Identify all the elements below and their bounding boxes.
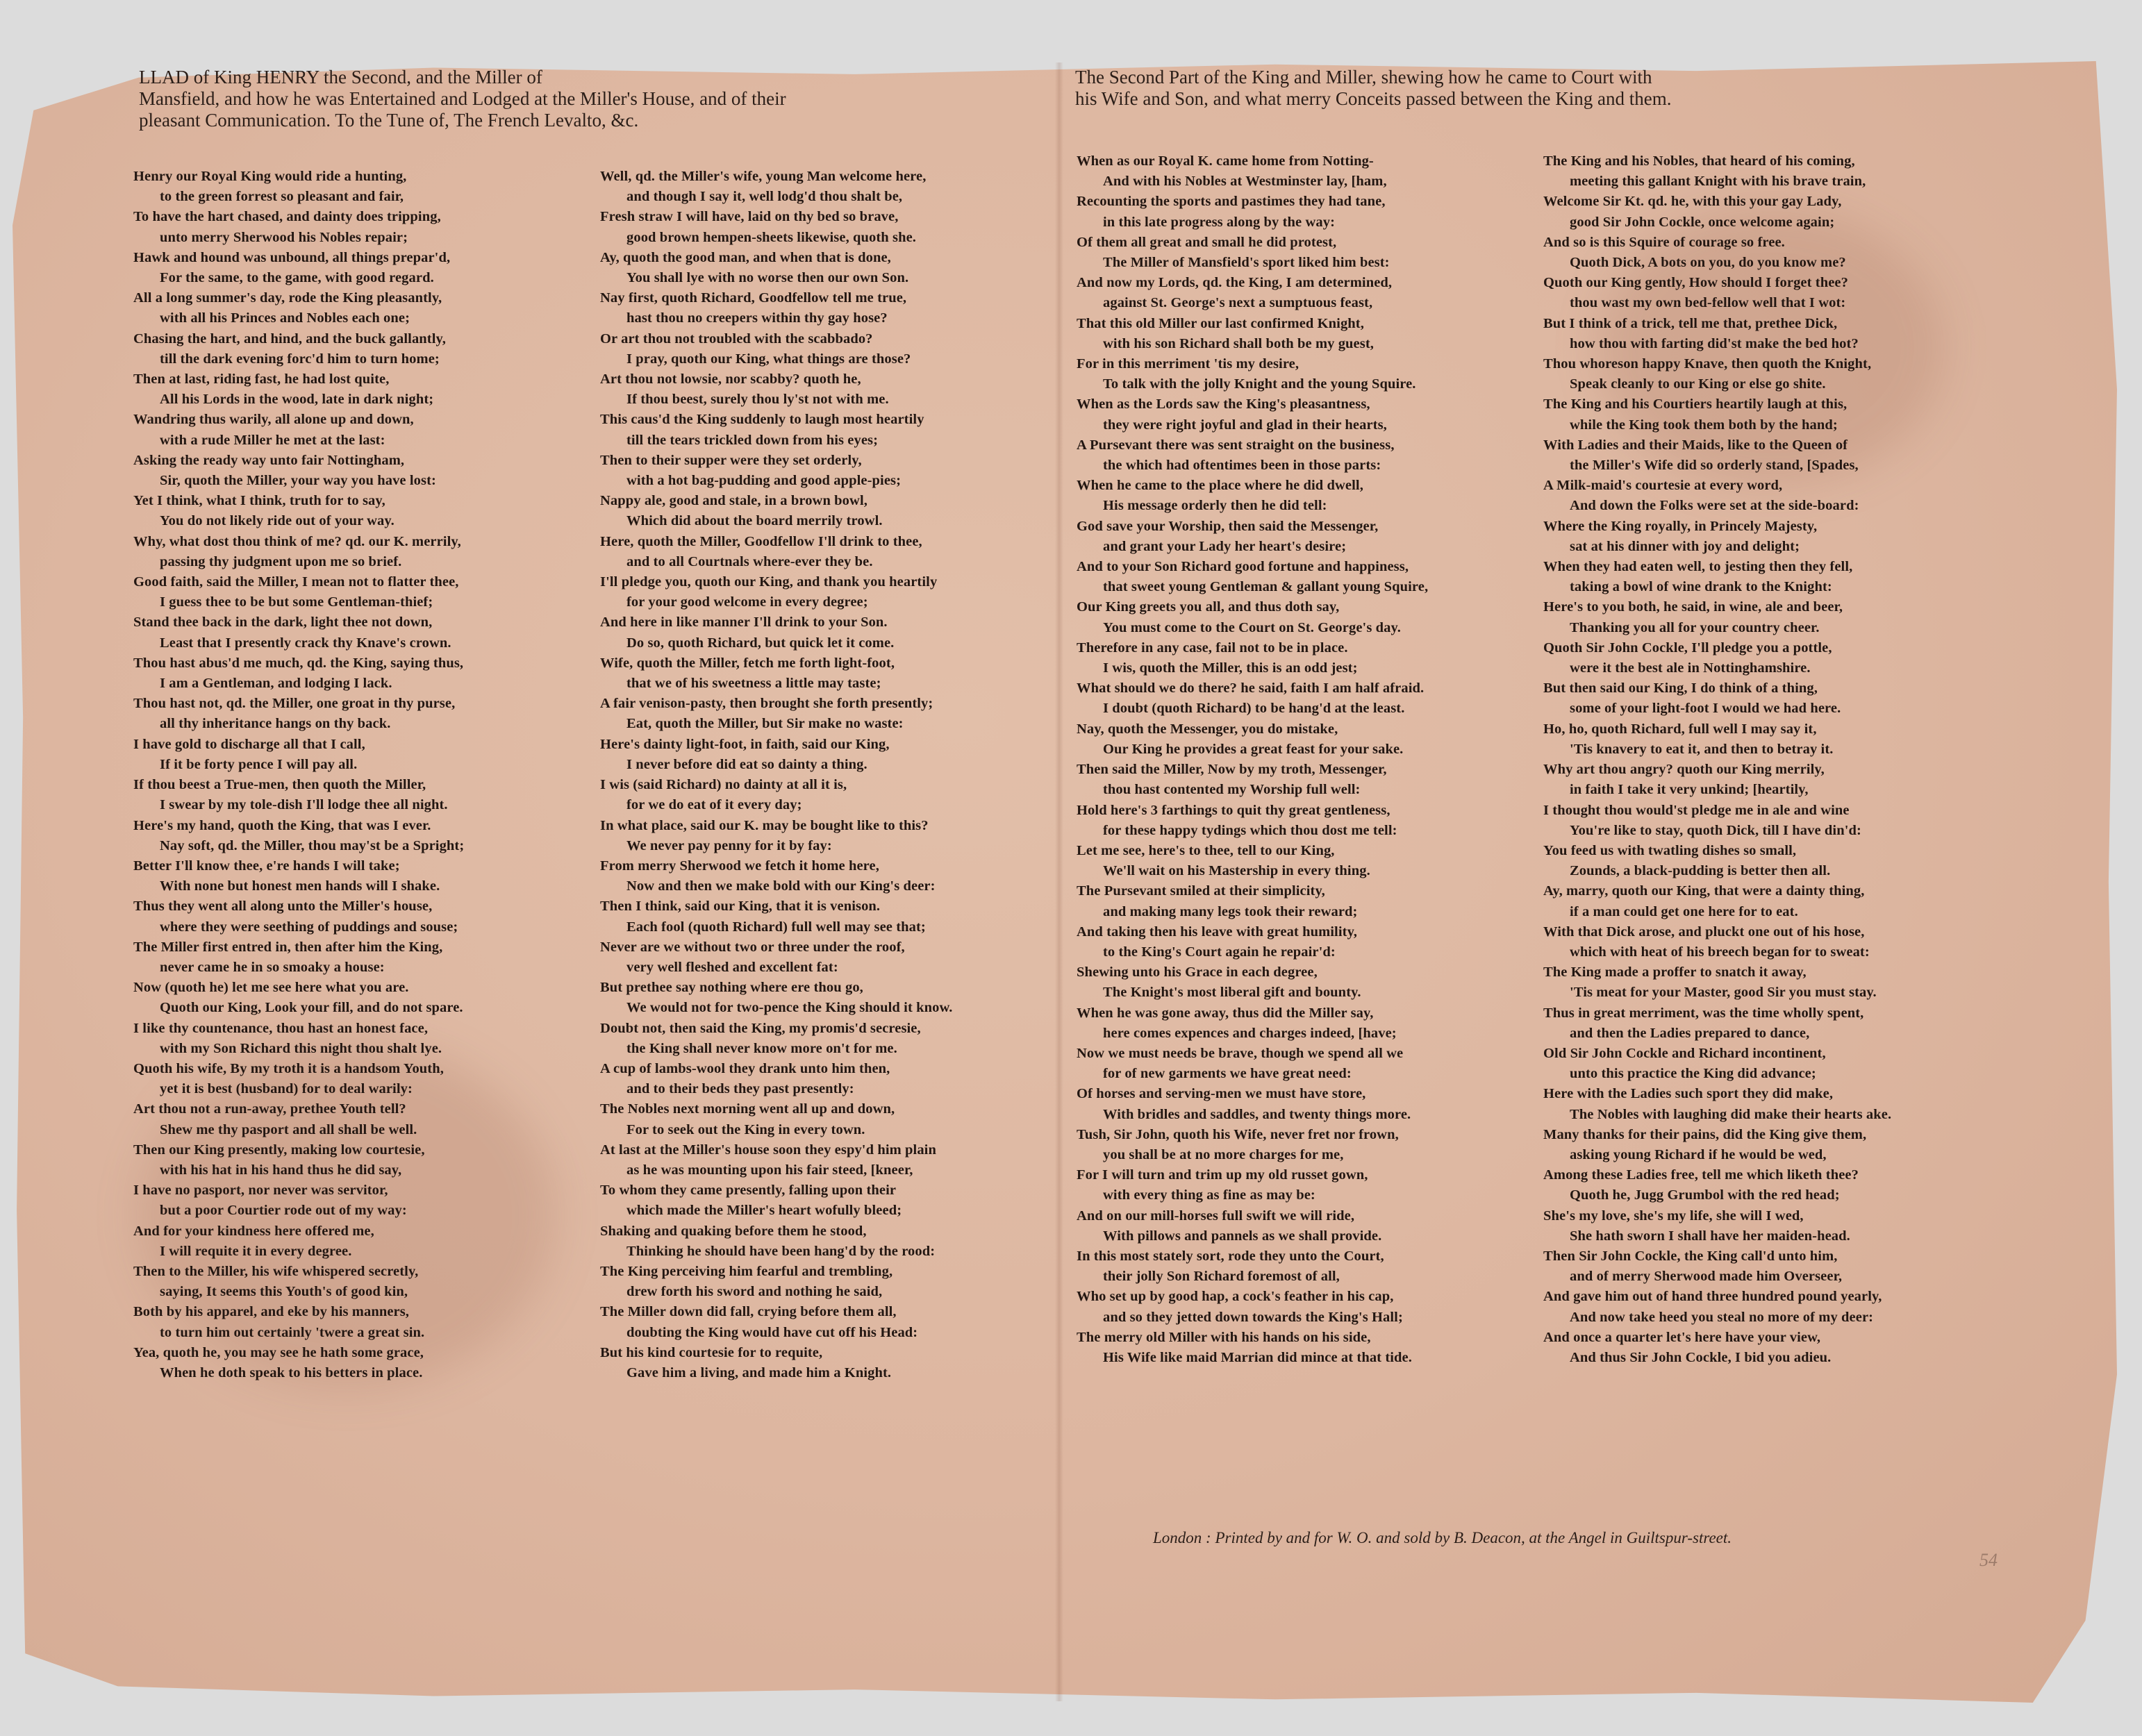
verse-line: When he was gone away, thus did the Miller say, (1077, 1005, 1374, 1021)
verse-line: Let me see, here's to thee, tell to our King, (1077, 842, 1335, 858)
verse-line: You shall lye with no worse then our own Son. (626, 270, 909, 286)
verse-line: with every thing as fine as may be: (1103, 1187, 1315, 1203)
page-number: 54 (1979, 1550, 1998, 1570)
title-line: The Second Part of the King and Miller, shewing how he came to Court with (1075, 67, 1652, 87)
verse-line: as he was mounting upon his fair steed, [kneer, (626, 1162, 913, 1178)
verse-line: The Miller of Mansfield's sport liked him best: (1103, 255, 1390, 271)
verse-line: Here with the Ladies such sport they did make, (1543, 1086, 1834, 1102)
verse-line: The King made a proffer to snatch it away, (1543, 965, 1807, 980)
verse-line: Then said the Miller, Now by my troth, Messenger, (1077, 762, 1387, 778)
verse-line: and to all Courtnals where-ever they be. (626, 553, 873, 569)
verse-line: If it be forty pence I will pay all. (160, 756, 358, 772)
verse-line: I thought thou would'st pledge me in ale and wine (1543, 802, 1850, 818)
verse-line: To whom they came presently, falling upon their (600, 1183, 897, 1199)
verse-line: for these happy tydings which thou dost me tell: (1103, 822, 1397, 838)
verse-line: And down the Folks were set at the side-board: (1570, 498, 1859, 514)
verse-line: Do so, quoth Richard, but quick let it come. (626, 635, 895, 651)
verse-line: For the same, to the game, with good regard. (160, 270, 434, 286)
verse-line: Tush, Sir John, quoth his Wife, never fret nor frown, (1077, 1126, 1399, 1142)
verse-line: Hawk and hound was unbound, all things prepar'd, (133, 249, 451, 265)
verse-line: they were right joyful and glad in their hearts, (1103, 417, 1387, 433)
verse-line: if a man could get one here for to eat. (1570, 903, 1798, 919)
verse-line: When he came to the place where he did dwell, (1077, 478, 1363, 494)
verse-line: In this most stately sort, rode they unto the Court, (1077, 1248, 1384, 1264)
verse-line: The Knight's most liberal gift and bounty. (1103, 985, 1361, 1001)
verse-line: you shall be at no more charges for me, (1103, 1146, 1344, 1162)
verse-line: Many thanks for their pains, did the King give them, (1543, 1126, 1867, 1142)
verse-line: And thus Sir John Cockle, I bid you adieu. (1570, 1349, 1832, 1365)
verse-line: Thou whoreson happy Knave, then quoth the Knight, (1543, 356, 1872, 372)
verse-line: And now my Lords, qd. the King, I am determined, (1077, 275, 1393, 291)
verse-line: In what place, said our K. may be bought like to this? (600, 817, 929, 833)
title-line: Mansfield, and how he was Entertained and Lodged at the Miller's House, and of their (139, 88, 786, 109)
verse-line: Shaking and quaking before them he stood, (600, 1223, 867, 1239)
verse-line: to turn him out certainly 'twere a great sin. (160, 1324, 425, 1340)
verse-line: meeting this gallant Knight with his brave train, (1570, 174, 1866, 190)
verse-line: Well, qd. the Miller's wife, young Man welcome here, (600, 169, 927, 184)
verse-line: saying, It seems this Youth's of good kin, (160, 1284, 408, 1300)
right-title (1075, 67, 1671, 110)
verse-line: while the King took them both by the hand; (1570, 417, 1838, 433)
verse-line: till the tears trickled down from his eyes; (626, 432, 879, 448)
verse-line: Now we must needs be brave, though we spend all we (1077, 1045, 1404, 1061)
verse-line: and so they jetted down towards the King's Hall; (1103, 1309, 1403, 1325)
verse-line: Why art thou angry? quoth our King merrily, (1543, 762, 1825, 778)
verse-line: Here's my hand, quoth the King, that was I ever. (133, 817, 431, 833)
verse-line: Then at last, riding fast, he had lost quite, (133, 372, 390, 387)
verse-line: Welcome Sir Kt. qd. he, with this your gay Lady, (1543, 194, 1842, 210)
verse-line: asking young Richard if he would be wed, (1570, 1146, 1827, 1162)
verse-line: passing thy judgment upon me so brief. (160, 553, 402, 569)
verse-line: good Sir John Cockle, once welcome again; (1570, 214, 1835, 230)
verse-line: She's my love, she's my life, she will I wed, (1543, 1208, 1804, 1224)
verse-line: Nay first, quoth Richard, Goodfellow tell me true, (600, 290, 907, 306)
verse-line: Art thou not a run-away, prethee Youth tell? (133, 1101, 406, 1117)
verse-line: And here in like manner I'll drink to your Son. (600, 615, 888, 631)
verse-line: Who set up by good hap, a cock's feather in his cap, (1077, 1289, 1394, 1305)
title-line: his Wife and Son, and what merry Conceits passed between the King and them. (1075, 88, 1672, 109)
verse-line: Then our King presently, making low courtesie, (133, 1142, 425, 1158)
verse-line: That this old Miller our last confirmed Knight, (1077, 315, 1364, 331)
verse-line: Quoth our King, Look your fill, and do not spare. (160, 1000, 463, 1016)
verse-line: All a long summer's day, rode the King pleasantly, (133, 290, 442, 306)
verse-line: Thus they went all along unto the Miller's house, (133, 899, 433, 915)
verse-line: This caus'd the King suddenly to laugh most heartily (600, 412, 924, 428)
verse-line: Then Sir John Cockle, the King call'd unto him, (1543, 1248, 1838, 1264)
verse-line: Least that I presently crack thy Knave's crown. (160, 635, 451, 651)
verse-line: I never before did eat so dainty a thing. (626, 756, 867, 772)
verse-line: with a hot bag-pudding and good apple-pies; (626, 473, 902, 489)
verse-line: I wis (said Richard) no dainty at all it is, (600, 777, 847, 793)
verse-line: I pray, quoth our King, what things are those? (626, 351, 911, 367)
verse-line: till the dark evening forc'd him to turn home; (160, 351, 440, 367)
verse-line: The King and his Courtiers heartily laugh at this, (1543, 397, 1848, 412)
verse-line: Where the King royally, in Princely Majesty, (1543, 518, 1818, 534)
verse-line: thou wast my own bed-fellow well that I wot: (1570, 295, 1846, 311)
verse-line: I like thy countenance, thou hast an honest face, (133, 1020, 429, 1036)
verse-line: and to their beds they past presently: (626, 1081, 854, 1097)
verse-line: 'Tis meat for your Master, good Sir you must stay. (1570, 985, 1877, 1001)
verse-line: And for your kindness here offered me, (133, 1223, 374, 1239)
verse-line: Among these Ladies free, tell me which liketh thee? (1543, 1167, 1859, 1183)
verse-line: Here's to you both, he said, in wine, ale and beer, (1543, 599, 1843, 615)
verse-line: Both by his apparel, and eke by his manners, (133, 1304, 410, 1320)
verse-line: Sir, quoth the Miller, your way you have lost: (160, 473, 436, 489)
verse-line: sat at his dinner with joy and delight; (1570, 538, 1800, 554)
verse-line: I wis, quoth the Miller, this is an odd jest; (1103, 660, 1358, 676)
verse-line: Speak cleanly to our King or else go shite. (1570, 376, 1826, 392)
verse-line: Which did about the board merrily trowl. (626, 513, 883, 529)
verse-line: Asking the ready way unto fair Nottingham, (133, 452, 405, 468)
verse-line: the Miller's Wife did so orderly stand, [Spades, (1570, 458, 1859, 474)
verse-line: here comes expences and charges indeed, [have; (1103, 1025, 1397, 1041)
verse-line: A Milk-maid's courtesie at every word, (1543, 478, 1783, 494)
verse-line: where they were seething of puddings and souse; (160, 919, 458, 935)
verse-line: Zounds, a black-pudding is better then all. (1570, 863, 1831, 879)
printer-imprint: London : Printed by and for W. O. and sold by B. Deacon, at the Angel in Guiltspur-street. (1153, 1529, 1732, 1546)
verse-line: Henry our Royal King would ride a hunting, (133, 169, 407, 184)
verse-line: thou hast contented my Worship full well: (1103, 782, 1361, 798)
verse-line: And taking then his leave with great humility, (1077, 924, 1358, 940)
verse-line: You feed us with twatling dishes so small, (1543, 842, 1797, 858)
verse-line: Now and then we make bold with our King's deer: (626, 878, 936, 894)
verse-line: I have gold to discharge all that I call, (133, 736, 365, 752)
verse-line: with his hat in his hand thus he did say, (160, 1162, 402, 1178)
verse-line: Gave him a living, and made him a Knight. (626, 1364, 892, 1380)
verse-line: The Pursevant smiled at their simplicity, (1077, 883, 1325, 899)
verse-line: the which had oftentimes been in those parts: (1103, 458, 1381, 474)
verse-line: Our King greets you all, and thus doth say, (1077, 599, 1340, 615)
verse-line: To have the hart chased, and dainty does tripping, (133, 209, 441, 225)
verse-line: Quoth Sir John Cockle, I'll pledge you a pottle, (1543, 640, 1832, 656)
verse-line: Thinking he should have been hang'd by the rood: (626, 1243, 936, 1259)
verse-line: Old Sir John Cockle and Richard incontinent, (1543, 1045, 1826, 1061)
verse-line: in faith I take it very unkind; [heartily, (1570, 782, 1809, 798)
column-3 (1077, 151, 1535, 1512)
verse-line: the King shall never know more on't for me. (626, 1040, 897, 1056)
verse-line: Here's dainty light-foot, in faith, said our King, (600, 736, 890, 752)
verse-line: For I will turn and trim up my old russet gown, (1077, 1167, 1368, 1183)
verse-line: Yet I think, what I think, truth for to say, (133, 493, 385, 509)
verse-line: Yea, quoth he, you may see he hath some grace, (133, 1344, 424, 1360)
verse-line: unto this practice the King did advance; (1570, 1066, 1816, 1082)
verse-line: I swear by my tole-dish I'll lodge thee all night. (160, 797, 448, 813)
verse-line: with all his Princes and Nobles each one; (160, 310, 410, 326)
verse-line: for your good welcome in every degree; (626, 594, 868, 610)
verse-line: Shewing unto his Grace in each degree, (1077, 965, 1318, 980)
verse-line: and then the Ladies prepared to dance, (1570, 1025, 1810, 1041)
verse-line: With that Dick arose, and pluckt one out of his hose, (1543, 924, 1865, 940)
verse-line: If thou beest, surely thou ly'st not with me. (626, 392, 889, 408)
verse-line: to the King's Court again he repair'd: (1103, 944, 1336, 960)
verse-line: When he doth speak to his betters in place. (160, 1364, 423, 1380)
verse-line: how thou with farting did'st make the bed hot? (1570, 335, 1859, 351)
verse-line: Wife, quoth the Miller, fetch me forth light-foot, (600, 655, 895, 671)
verse-line: For in this merriment 'tis my desire, (1077, 356, 1300, 372)
verse-line: Thus in great merriment, was the time wholly spent, (1543, 1005, 1864, 1021)
verse-line: Here, quoth the Miller, Goodfellow I'll drink to thee, (600, 533, 922, 549)
verse-line: doubting the King would have cut off his Head: (626, 1324, 918, 1340)
verse-line: For to seek out the King in every town. (626, 1121, 865, 1137)
verse-line: What should we do there? he said, faith I am half afraid. (1077, 681, 1425, 696)
verse-line: and grant your Lady her heart's desire; (1103, 538, 1347, 554)
verse-line: Never are we without two or three under the roof, (600, 939, 905, 955)
verse-line: Ay, marry, quoth our King, that were a dainty thing, (1543, 883, 1865, 899)
verse-line: Therefore in any case, fail not to be in place. (1077, 640, 1348, 656)
verse-line: and though I say it, well lodg'd thou shalt be, (626, 189, 903, 205)
verse-line: which made the Miller's heart wofully bleed; (626, 1203, 902, 1219)
verse-line: Art thou not lowsie, nor scabby? quoth he, (600, 372, 861, 387)
verse-line: hast thou no creepers within thy gay hose? (626, 310, 888, 326)
verse-line: All his Lords in the wood, late in dark night; (160, 392, 434, 408)
verse-line: Ay, quoth the good man, and when that is done, (600, 249, 891, 265)
verse-line: never came he in so smoaky a house: (160, 959, 385, 975)
verse-line: Nappy ale, good and stale, in a brown bowl, (600, 493, 867, 509)
verse-line: Thou hast abus'd me much, qd. the King, saying thus, (133, 655, 464, 671)
verse-line: Shew me thy pasport and all shall be well. (160, 1121, 417, 1137)
verse-line: Nay, quoth the Messenger, you do mistake, (1077, 721, 1338, 737)
verse-line: From merry Sherwood we fetch it home here, (600, 858, 879, 874)
verse-line: And so is this Squire of courage so free. (1543, 234, 1785, 250)
verse-line: Nay soft, qd. the Miller, thou may'st be a Spright; (160, 837, 465, 853)
verse-line: With Ladies and their Maids, like to the Queen of (1543, 437, 1848, 453)
verse-line: for of new garments we have great need: (1103, 1066, 1352, 1082)
verse-line: I have no pasport, nor never was servitor, (133, 1183, 388, 1199)
verse-line: yet it is best (husband) for to deal warily: (160, 1081, 413, 1097)
verse-line: When they had eaten well, to jesting then they fell, (1543, 559, 1853, 575)
verse-line: Each fool (quoth Richard) full well may see that; (626, 919, 926, 935)
verse-line: And with his Nobles at Westminster lay, [ham, (1103, 174, 1387, 190)
verse-line: And gave him out of hand three hundred pound yearly, (1543, 1289, 1882, 1305)
verse-line: If thou beest a True-men, then quoth the Miller, (133, 777, 426, 793)
verse-line: The merry old Miller with his hands on his side, (1077, 1329, 1371, 1345)
verse-line: The Miller first entred in, then after him the King, (133, 939, 443, 955)
verse-line: But I think of a trick, tell me that, prethee Dick, (1543, 315, 1838, 331)
verse-line: Why, what dost thou think of me? qd. our K. merrily, (133, 533, 461, 549)
verse-line: God save your Worship, then said the Messenger, (1077, 518, 1379, 534)
verse-line: Wandring thus warily, all alone up and down, (133, 412, 414, 428)
verse-line: I guess thee to be but some Gentleman-thief; (160, 594, 433, 610)
verse-line: that sweet young Gentleman & gallant young Squire, (1103, 579, 1429, 595)
verse-line: She hath sworn I shall have her maiden-head. (1570, 1228, 1850, 1244)
verse-line: When as our Royal K. came home from Notting- (1077, 153, 1374, 169)
verse-line: taking a bowl of wine drank to the Knight: (1570, 579, 1832, 595)
verse-line: Quoth Dick, A bots on you, do you know me? (1570, 255, 1846, 271)
verse-line: We never pay penny for it by fay: (626, 837, 832, 853)
verse-line: with my Son Richard this night thou shalt lye. (160, 1040, 442, 1056)
verse-line: 'Tis knavery to eat it, and then to betray it. (1570, 741, 1834, 757)
verse-line: in this late progress along by the way: (1103, 214, 1336, 230)
verse-line: With bridles and saddles, and twenty things more. (1103, 1106, 1411, 1122)
verse-line: But prethee say nothing where ere thou go, (600, 980, 863, 996)
verse-line: Stand thee back in the dark, light thee not down, (133, 615, 433, 631)
verse-line: Better I'll know thee, e're hands I will take; (133, 858, 400, 874)
verse-line: The King and his Nobles, that heard of his coming, (1543, 153, 1855, 169)
column-4 (1543, 151, 2009, 1512)
verse-line: Good faith, said the Miller, I mean not to flatter thee, (133, 574, 459, 590)
verse-line: We would not for two-pence the King should it know. (626, 1000, 953, 1016)
verse-line: Quoth his wife, By my troth it is a handsom Youth, (133, 1060, 444, 1076)
verse-line: And on our mill-horses full swift we will ride, (1077, 1208, 1355, 1224)
verse-line: Our King he provides a great feast for your sake. (1103, 741, 1404, 757)
verse-line: I am a Gentleman, and lodging I lack. (160, 676, 392, 692)
verse-line: You do not likely ride out of your way. (160, 513, 395, 529)
verse-line: And to your Son Richard good fortune and happiness, (1077, 559, 1409, 575)
verse-line: but a poor Courtier rode out of my way: (160, 1203, 407, 1219)
verse-line: Then I think, said our King, that it is venison. (600, 899, 881, 915)
verse-line: Hold here's 3 farthings to quit thy great gentleness, (1077, 802, 1390, 818)
verse-line: drew forth his sword and nothing he said, (626, 1284, 883, 1300)
verse-line: His Wife like maid Marrian did mince at that tide. (1103, 1349, 1412, 1365)
verse-line: and of merry Sherwood made him Overseer, (1570, 1269, 1843, 1285)
verse-line: You must come to the Court on St. George's day. (1103, 619, 1401, 635)
verse-line: their jolly Son Richard foremost of all, (1103, 1269, 1340, 1285)
verse-line: to the green forrest so pleasant and fair, (160, 189, 404, 205)
verse-line: Or art thou not troubled with the scabbado? (600, 331, 873, 347)
verse-line: against St. George's next a sumptuous feast, (1103, 295, 1373, 311)
verse-line: A Pursevant there was sent straight on the business, (1077, 437, 1395, 453)
verse-line: And once a quarter let's here have your view, (1543, 1329, 1821, 1345)
verse-line: I doubt (quoth Richard) to be hang'd at the least. (1103, 701, 1405, 717)
verse-line: The Nobles next morning went all up and down, (600, 1101, 895, 1117)
verse-line: You're like to stay, quoth Dick, till I have din'd: (1570, 822, 1861, 838)
verse-line: Fresh straw I will have, laid on thy bed so brave, (600, 209, 899, 225)
verse-line: with his son Richard shall both be my guest, (1103, 335, 1374, 351)
verse-line: very well fleshed and excellent fat: (626, 959, 838, 975)
verse-line: But his kind courtesie for to requite, (600, 1344, 823, 1360)
verse-line: all thy inheritance hangs on thy back. (160, 716, 391, 732)
verse-line: A cup of lambs-wool they drank unto him then, (600, 1060, 890, 1076)
verse-line: Now (quoth he) let me see here what you are. (133, 980, 409, 996)
verse-line: Chasing the hart, and hind, and the buck gallantly, (133, 331, 446, 347)
verse-line: Quoth he, Jugg Grumbol with the red head; (1570, 1187, 1840, 1203)
verse-line: for we do eat of it every day; (626, 797, 802, 813)
left-title (139, 67, 786, 131)
verse-line: To talk with the jolly Knight and the young Squire. (1103, 376, 1416, 392)
title-line: LLAD of King HENRY the Second, and the Miller of (139, 67, 542, 87)
verse-line: Doubt not, then said the King, my promis'd secresie, (600, 1020, 921, 1036)
verse-line: We'll wait on his Mastership in every thing. (1103, 863, 1370, 879)
column-1 (133, 167, 592, 1528)
verse-line: Of them all great and small he did protest, (1077, 234, 1337, 250)
verse-line: Thanking you all for your country cheer. (1570, 619, 1820, 635)
verse-line: Then to the Miller, his wife whispered secretly, (133, 1263, 419, 1279)
verse-line: Eat, quoth the Miller, but Sir make no waste: (626, 716, 904, 732)
title-line: pleasant Communication. To the Tune of, The French Levalto, &c. (139, 110, 639, 131)
verse-line: With none but honest men hands will I shake. (160, 878, 440, 894)
verse-line: Ho, ho, quoth Richard, full well I may say it, (1543, 721, 1817, 737)
verse-line: The Miller down did fall, crying before them all, (600, 1304, 897, 1320)
verse-line: Recounting the sports and pastimes they had tane, (1077, 194, 1386, 210)
column-2 (600, 167, 1058, 1528)
verse-line: and making many legs took their reward; (1103, 903, 1358, 919)
verse-line: that we of his sweetness a little may taste; (626, 676, 881, 692)
verse-line: A fair venison-pasty, then brought she forth presently; (600, 696, 933, 712)
verse-line: were it the best ale in Nottinghamshire. (1570, 660, 1811, 676)
verse-line: His message orderly then he did tell: (1103, 498, 1327, 514)
verse-line: Of horses and serving-men we must have store, (1077, 1086, 1366, 1102)
verse-line: Quoth our King gently, How should I forget thee? (1543, 275, 1848, 291)
verse-line: The King perceiving him fearful and trembling, (600, 1263, 893, 1279)
verse-line: With pillows and pannels as we shall provide. (1103, 1228, 1382, 1244)
verse-line: which with heat of his breech began for to sweat: (1570, 944, 1870, 960)
verse-line: with a rude Miller he met at the last: (160, 432, 385, 448)
verse-line: The Nobles with laughing did make their hearts ake. (1570, 1106, 1892, 1122)
verse-line: At last at the Miller's house soon they espy'd him plain (600, 1142, 936, 1158)
verse-line: I'll pledge you, quoth our King, and thank you heartily (600, 574, 938, 590)
verse-line: Then to their supper were they set orderly, (600, 452, 862, 468)
verse-line: But then said our King, I do think of a thing, (1543, 681, 1818, 696)
verse-line: good brown hempen-sheets likewise, quoth she. (626, 229, 917, 245)
verse-line: When as the Lords saw the King's pleasantness, (1077, 397, 1370, 412)
verse-line: some of your light-foot I would we had here. (1570, 701, 1841, 717)
verse-line: unto merry Sherwood his Nobles repair; (160, 229, 408, 245)
verse-line: I will requite it in every degree. (160, 1243, 352, 1259)
verse-line: And now take heed you steal no more of my deer: (1570, 1309, 1874, 1325)
verse-line: Thou hast not, qd. the Miller, one groat in thy purse, (133, 696, 456, 712)
